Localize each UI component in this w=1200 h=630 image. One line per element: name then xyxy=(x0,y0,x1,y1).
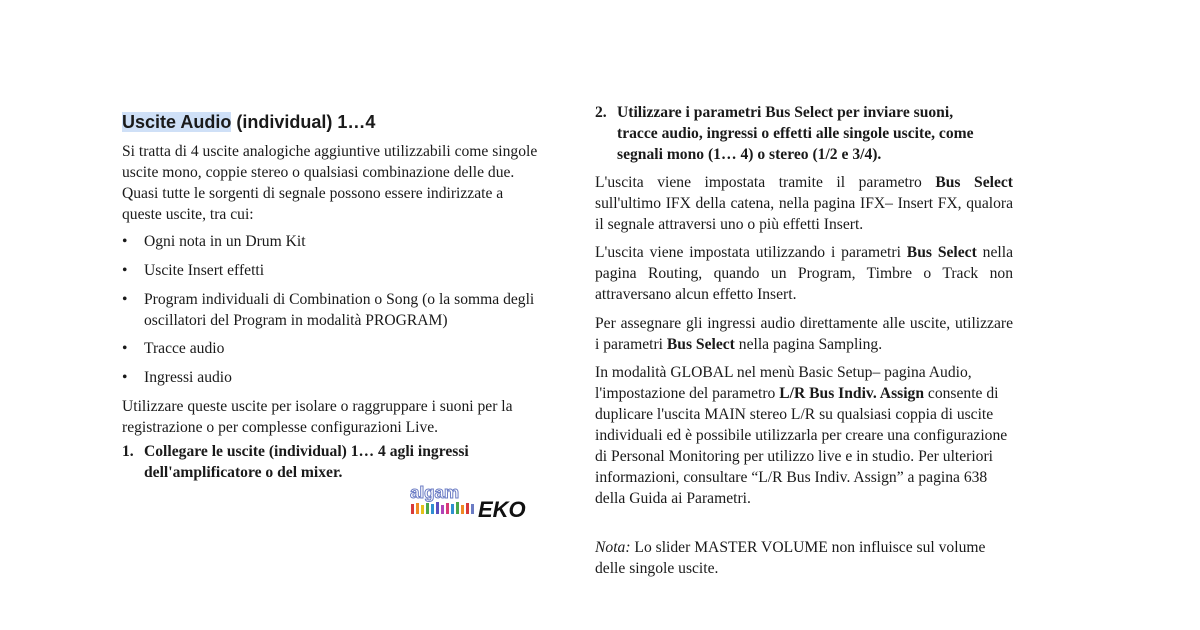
logo-graphic xyxy=(408,484,540,520)
step-2 xyxy=(595,102,1015,168)
note-text: Lo slider MASTER VOLUME non influisce sul volume delle singole uscite. xyxy=(595,539,986,577)
logo-eko-text: EKO xyxy=(478,497,526,520)
param-bus-select: Bus Select xyxy=(935,174,1013,191)
list-item-text: Program individuali di Combination o Song (o la somma degli oscillatori del Program in modalità PROGRAM) xyxy=(144,291,535,329)
list-item-text: Tracce audio xyxy=(144,340,225,357)
list-item-text: Uscite Insert effetti xyxy=(144,262,265,279)
step-number: 1. xyxy=(122,443,134,460)
paragraph-ifx: L'uscita viene impostata tramite il parametro Bus Select sull'ultimo IFX della catena, nella pagina IFX– Insert FX, qualora il segnale attraversi uno o più effetti Insert. xyxy=(595,174,1013,233)
bullet-icon: • xyxy=(122,291,128,308)
bullet-icon: • xyxy=(122,233,128,250)
param-lr-bus-indiv-assign: L/R Bus Indiv. Assign xyxy=(779,385,925,402)
intro-paragraph xyxy=(122,141,542,225)
step-1 xyxy=(122,441,542,485)
param-bus-select: Bus Select xyxy=(906,244,977,261)
note-paragraph xyxy=(595,537,1015,579)
step-text: Collegare le uscite (individual) 1… 4 agli ingressi dell'amplificatore o del mixer. xyxy=(144,443,469,481)
algam-eko-logo xyxy=(408,484,540,520)
paragraph-sampling: Per assegnare gli ingressi audio direttamente alle uscite, utilizzare i parametri Bus Select nella pagina Sampling. xyxy=(595,315,1013,353)
bullet-icon: • xyxy=(122,262,128,279)
list-item-text: Ingressi audio xyxy=(144,369,232,386)
intro-text: Si tratta di 4 uscite analogiche aggiuntive utilizzabili come singole uscite mono, coppie stereo o qualsiasi combinazione delle due. Quasi tutte le sorgenti di segnale possono essere indirizzate a queste uscite, tra cui: xyxy=(122,143,538,223)
bullet-icon: • xyxy=(122,340,128,357)
heading-rest: (individual) 1…4 xyxy=(231,112,376,132)
logo-algam-text: algam xyxy=(410,484,460,502)
paragraph-global: In modalità GLOBAL nel menù Basic Setup– pagina Audio, l'impostazione del parametro L/R Bus Indiv. Assign consente di duplicare l'uscita MAIN stereo L/R su qualsiasi coppia di uscite individuali ed è possibile utilizzarla per creare una configurazione di Personal Monitoring per utilizzo live e in studio. Per ulteriori informazioni, consultare “L/R Bus Indiv. Assign” a pagina 638 della Guida ai Parametri. xyxy=(595,364,1008,507)
param-bus-select: Bus Select xyxy=(666,336,735,353)
bullet-icon: • xyxy=(122,369,128,386)
step-text: Utilizzare i parametri Bus Select per inviare suoni, tracce audio, ingressi o effetti alle singole uscite, come segnali mono (1… 4) o stereo (1/2 e 3/4). xyxy=(617,104,974,163)
step-number: 2. xyxy=(595,104,607,121)
section-heading xyxy=(122,110,375,134)
heading-highlight: Uscite Audio xyxy=(122,112,232,132)
list-item-text: Ogni nota in un Drum Kit xyxy=(144,233,306,250)
usage-text: Utilizzare queste uscite per isolare o raggruppare i suoni per la registrazione o per complesse configurazioni Live. xyxy=(122,398,513,436)
usage-paragraph xyxy=(122,396,542,438)
logo-figures-icon xyxy=(411,502,474,514)
note-label: Nota: xyxy=(595,539,631,556)
paragraph-routing: L'uscita viene impostata utilizzando i parametri Bus Select nella pagina Routing, quando un Program, Timbre o Track non attraversano alcun effetto Insert. xyxy=(595,244,1013,303)
